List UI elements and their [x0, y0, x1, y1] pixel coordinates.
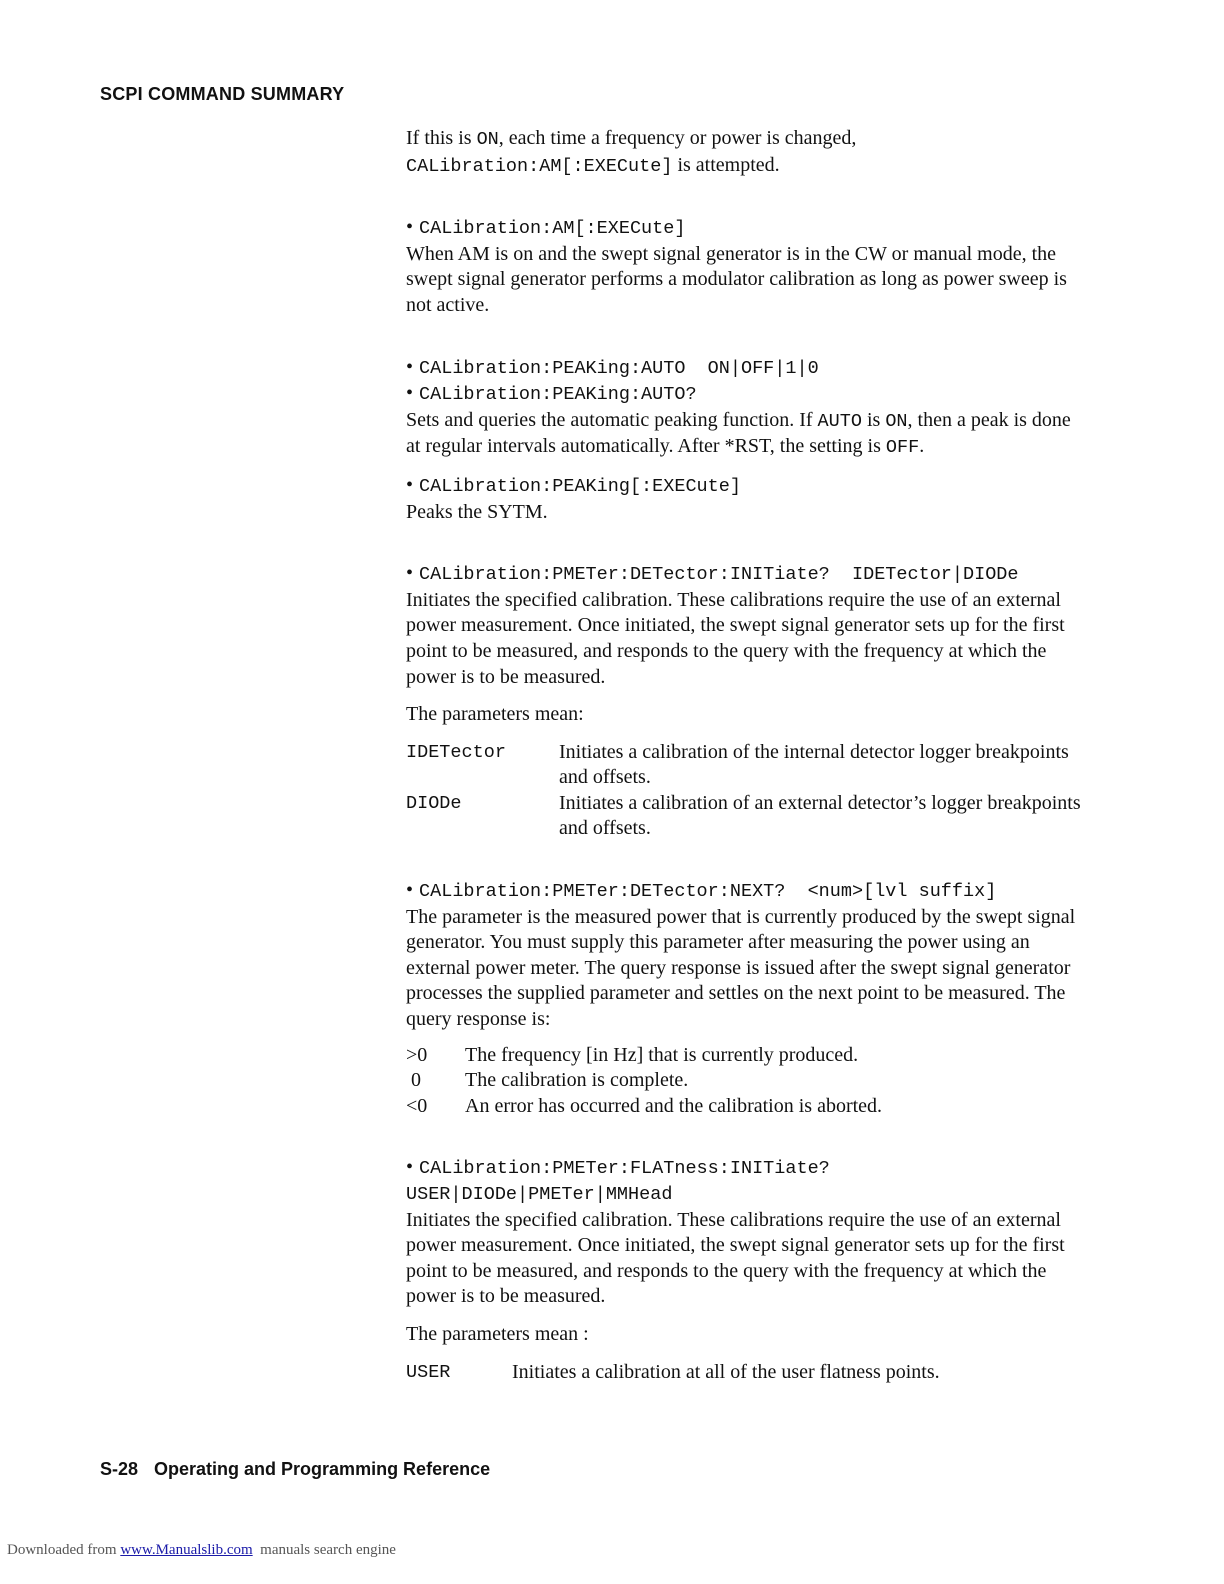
bullet-icon: •	[406, 216, 414, 239]
section-peaking-execute	[406, 473, 1086, 525]
description-detector-initiate: Initiates the specified calibration. These calibrations require the use of an external power measurement. Once initiated, the swept signal generator sets up for the first point to be measured, and responds to the query with the frequency at which the power is to be measured.	[406, 588, 1065, 688]
bullet-icon: •	[406, 355, 414, 378]
intro-paragraph	[406, 126, 1086, 179]
section-detector-next	[406, 878, 1086, 1119]
download-notice	[7, 1542, 396, 1559]
description-peaking-execute: Peaks the SYTM.	[406, 500, 548, 523]
command-peaking-auto-query: CALibration:PEAKing:AUTO?	[419, 384, 697, 406]
page-number: S-28	[100, 1459, 139, 1479]
command-flatness-params: USER|DIODe|PMETer|MMHead	[406, 1184, 673, 1205]
response-description: An error has occurred and the calibration is aborted.	[465, 1094, 883, 1117]
param-name: DIODe	[406, 792, 462, 814]
params-intro: The parameters mean:	[406, 703, 584, 726]
response-list	[406, 1043, 1086, 1120]
section-flatness-initiate	[406, 1155, 1086, 1385]
download-prefix: Downloaded from	[7, 1542, 121, 1558]
intro-text-2: , each time a frequency or power is changed,	[498, 127, 857, 149]
bullet-icon: •	[406, 382, 414, 405]
bullet-icon: •	[406, 473, 414, 496]
running-header: SCPI COMMAND SUMMARY	[100, 84, 345, 104]
download-suffix: manuals search engine	[252, 1542, 396, 1558]
command-peaking-auto: CALibration:PEAKing:AUTO ON|OFF|1|0	[419, 357, 819, 379]
description-am-execute: When AM is on and the swept signal generator is in the CW or manual mode, the swept signal generator performs a modulator calibration as long as power sweep is not active.	[406, 242, 1067, 316]
bullet-icon: •	[406, 879, 414, 902]
intro-code-on: ON	[476, 129, 499, 150]
manualslib-link[interactable]: www.Manualslib.com	[120, 1542, 253, 1558]
page-footer	[100, 1459, 490, 1480]
description-peaking-auto: Sets and queries the automatic peaking function. If AUTO is ON, then a peak is done at regular intervals automatically. After *RST, the setting is OFF.	[406, 408, 1071, 459]
bullet-icon: •	[406, 1156, 414, 1179]
main-content	[406, 126, 1086, 1385]
bullet-icon: •	[406, 562, 414, 585]
response-description: The frequency [in Hz] that is currently produced.	[465, 1043, 859, 1066]
params-list-detector	[406, 740, 1086, 842]
command-flatness-initiate: CALibration:PMETer:FLATness:INITiate?	[419, 1158, 830, 1180]
intro-text: If this is	[406, 127, 477, 149]
command-peaking-execute: CALibration:PEAKing[:EXECute]	[419, 475, 741, 497]
section-peaking-auto	[406, 355, 1086, 461]
intro-code-command: CALibration:AM[:EXECute]	[406, 155, 673, 177]
param-name: IDETector	[406, 741, 506, 763]
command-detector-initiate: CALibration:PMETer:DETector:INITiate? IDETector|DIODe	[419, 564, 1019, 586]
response-code: >0	[406, 1043, 428, 1066]
description-detector-next: The parameter is the measured power that is currently produced by the swept signal generator. You must supply this parameter after measuring the power using an external power meter. The query response is issued after the swept signal generator processes the supplied parameter and settles on the next point to be measured. The query response is:	[406, 905, 1076, 1031]
section-am-execute	[406, 215, 1086, 318]
param-description: Initiates a calibration at all of the user flatness points.	[512, 1360, 940, 1383]
intro-text-3: is attempted.	[672, 153, 780, 176]
param-name: USER	[406, 1361, 451, 1383]
footer-title: Operating and Programming Reference	[154, 1459, 491, 1479]
param-description: Initiates a calibration of the internal detector logger breakpoints and offsets.	[559, 740, 1069, 789]
command-detector-next: CALibration:PMETer:DETector:NEXT? <num>[lvl suffix]	[419, 881, 997, 903]
response-code: 0	[406, 1069, 421, 1092]
param-description: Initiates a calibration of an external detector’s logger breakpoints and offsets.	[559, 791, 1081, 840]
command-am-execute: CALibration:AM[:EXECute]	[419, 218, 686, 240]
params-intro: The parameters mean :	[406, 1322, 589, 1345]
response-code: <0	[406, 1094, 428, 1117]
response-description: The calibration is complete.	[465, 1069, 689, 1092]
section-detector-initiate	[406, 561, 1086, 842]
params-list-flatness	[406, 1360, 1086, 1386]
description-flatness-initiate: Initiates the specified calibration. These calibrations require the use of an external power measurement. Once initiated, the swept signal generator sets up for the first point to be measured, and responds to the query with the frequency at which the power is to be measured.	[406, 1208, 1065, 1308]
